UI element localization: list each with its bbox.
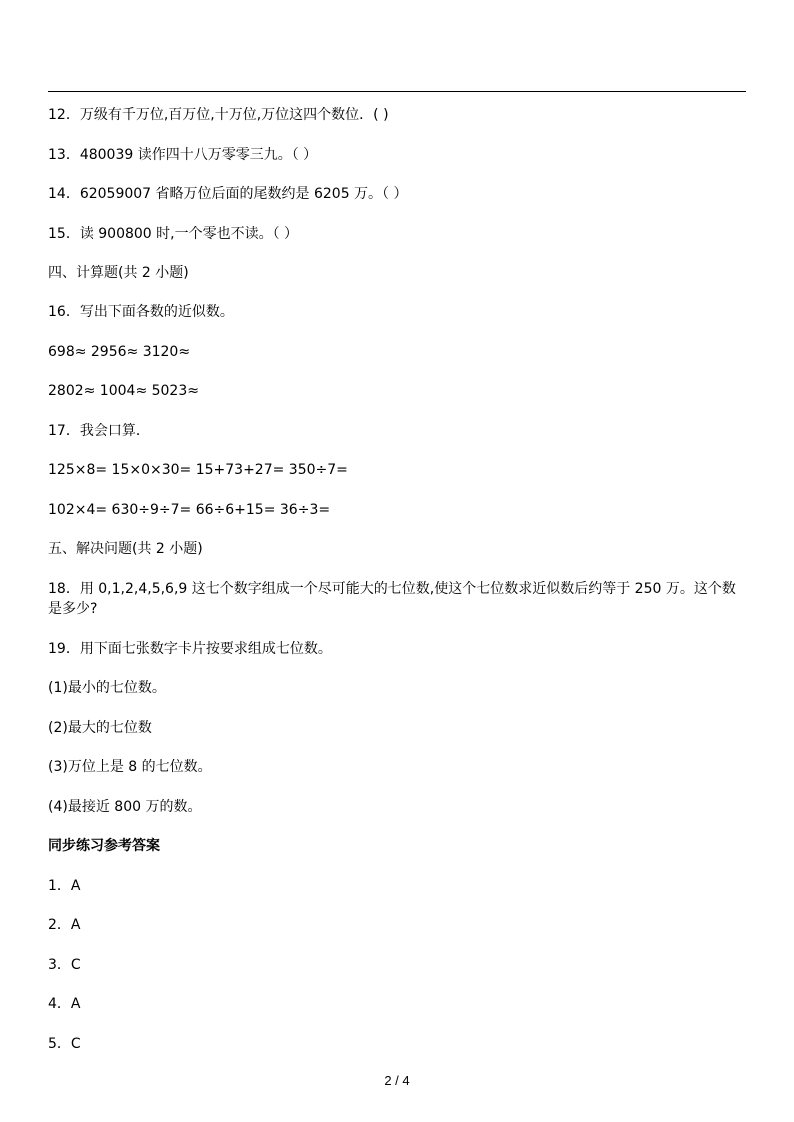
question-19-part-3: (3)万位上是 8 的七位数。 [48, 759, 212, 775]
question-19-part-1: (1)最小的七位数。 [48, 680, 166, 696]
answer-3: 3．C [48, 957, 81, 973]
answer-5: 5．C [48, 1036, 81, 1052]
approximation-row-1: 698≈ 2956≈ 3120≈ [48, 344, 191, 360]
question-19-part-2: (2)最大的七位数 [48, 720, 152, 736]
question-17: 17．我会口算． [48, 423, 150, 439]
question-18: 18．用 0,1,2,4,5,6,9 这七个数字组成一个尽可能大的七位数,使这个七位数求近似数后约等于 250 万。这个数是多少? [48, 581, 736, 617]
mental-math-row-1: 125×8= 15×0×30= 15+73+27= 350÷7= [48, 462, 348, 478]
question-15: 15．读 900800 时,一个零也不读。（ ） [48, 226, 299, 242]
answer-2: 2．A [48, 917, 81, 933]
question-16: 16．写出下面各数的近似数。 [48, 304, 234, 320]
section-heading-calculation: 四、计算题(共 2 小题) [48, 265, 189, 281]
header-rule [48, 91, 746, 92]
answer-1: 1．A [48, 878, 81, 894]
mental-math-row-2: 102×4= 630÷9÷7= 66÷6+15= 36÷3= [48, 502, 331, 518]
question-14: 14．62059007 省略万位后面的尾数约是 6205 万。（ ） [48, 186, 408, 202]
answer-key-heading: 同步练习参考答案 [48, 838, 160, 854]
question-13: 13．480039 读作四十八万零零三九。（ ） [48, 147, 318, 163]
question-19-part-4: (4)最接近 800 万的数。 [48, 799, 202, 815]
question-12: 12．万级有千万位,百万位,十万位,万位这四个数位．( ) [48, 107, 389, 123]
section-heading-problem-solving: 五、解决问题(共 2 小题) [48, 541, 203, 557]
page-number: 2 / 4 [384, 1073, 410, 1088]
answer-4: 4．A [48, 996, 81, 1012]
approximation-row-2: 2802≈ 1004≈ 5023≈ [48, 383, 199, 399]
question-19: 19．用下面七张数字卡片按要求组成七位数。 [48, 641, 332, 657]
